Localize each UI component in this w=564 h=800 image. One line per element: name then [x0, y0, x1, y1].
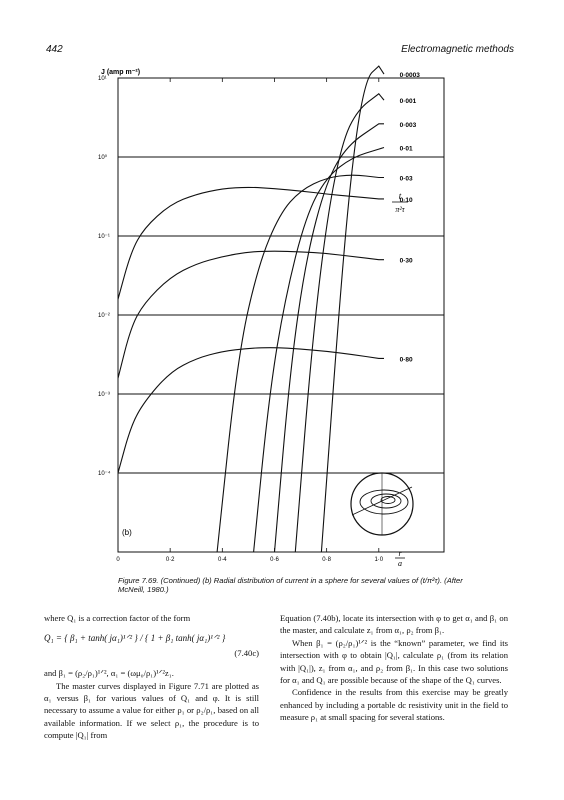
x-tick-label: 1·0	[374, 557, 384, 563]
x-axis-label-num: r	[398, 549, 402, 558]
x-axis-label-den: a	[398, 559, 402, 568]
paragraph: where Q₁ is a correction factor of the form	[44, 613, 191, 623]
curve-line	[118, 348, 384, 473]
paragraph: When β₁ = (ρ₂/ρ₁)¹ᐟ² is the “known” parameter, we find its intersection with φ to obtain |Q₁|, calculate ρ₁ (from its relation with |Q₁|), z₁ from α₁, and ρ₂ from β₁. In this case two solutions for α₁ and Q₁ are possible because of the shape of the Q₁ curves.	[280, 637, 508, 686]
y-tick-label: 10¹	[98, 76, 107, 82]
curves	[118, 66, 384, 552]
curve-label: 0·30	[399, 257, 413, 265]
x-tick-label: 0·2	[165, 557, 175, 563]
x-tick-label: 0·8	[322, 557, 331, 563]
sphere-inset-diagram	[351, 473, 413, 535]
axis-ticks	[98, 76, 384, 563]
running-title: Electromagnetic methods	[401, 44, 514, 55]
curve-line	[118, 187, 384, 299]
paragraph: The master curves displayed in Figure 7.71 are plotted as α₁ versus β₁ for various values of Q₁ and φ. It is still necessary to assume a value for either ρ₁ or ρ₂/ρ₁, based on all available information. If we select ρ₁, the procedure is to compute |Q₁| from	[44, 680, 259, 741]
curve-label: 0·80	[399, 356, 413, 364]
x-tick-label: 0·4	[217, 557, 227, 563]
curve-label: 0·03	[399, 175, 413, 183]
page-number: 442	[46, 44, 63, 55]
y-tick-label: 10⁻³	[98, 392, 110, 398]
curve-label: 0·10	[399, 196, 413, 204]
right-axis-label-num: t	[398, 191, 402, 201]
x-tick-label: 0	[116, 557, 120, 563]
y-axis-label: J (amp m⁻²)	[101, 69, 141, 76]
paragraph: Confidence in the results from this exercise may be greatly enhanced by including a portable dc resistivity unit in the field to measure ρ₁ at small spacing for several stations.	[280, 687, 508, 723]
curve-label: 0·003	[399, 121, 417, 129]
y-tick-label: 10⁻¹	[98, 234, 110, 240]
curve-labels	[400, 72, 421, 363]
figure-caption: Figure 7.69. (Continued) (b) Radial distribution of current in a sphere for several values of (t/π²τ). (After McNeill, 1980.)	[118, 576, 463, 594]
y-tick-label: 10⁻⁴	[98, 471, 111, 477]
right-column	[280, 612, 508, 724]
equation-number: (7.40c)	[234, 647, 259, 658]
y-tick-label: 10⁻²	[98, 313, 110, 319]
curve-label: 0·001	[399, 98, 417, 106]
x-tick-label: 0·6	[270, 557, 279, 563]
paragraph: Equation (7.40b), locate its intersection with φ to get α₁ and β₁ on the master, and calculate z₁ from α₁, ρ₂ from β₁.	[280, 613, 508, 636]
panel-label: (b)	[122, 528, 132, 537]
curve-label: 0·0003	[399, 72, 420, 80]
paragraph: and β₁ = (ρ₂/ρ₁)¹ᐟ², α₁ = (ωμ₀/ρ₁)¹ᐟ²z₁.	[44, 668, 174, 679]
left-column	[44, 612, 259, 742]
curve-label: 0·01	[399, 145, 413, 153]
y-tick-label: 10⁰	[98, 155, 108, 161]
equation-7-40c: Q₁ = { β₁ + tanh( jα₁)¹ᐟ² } / { 1 + β₁ tanh( jα₁)¹ᐟ² }	[44, 633, 226, 644]
right-axis-label-den: π²τ	[395, 205, 405, 214]
